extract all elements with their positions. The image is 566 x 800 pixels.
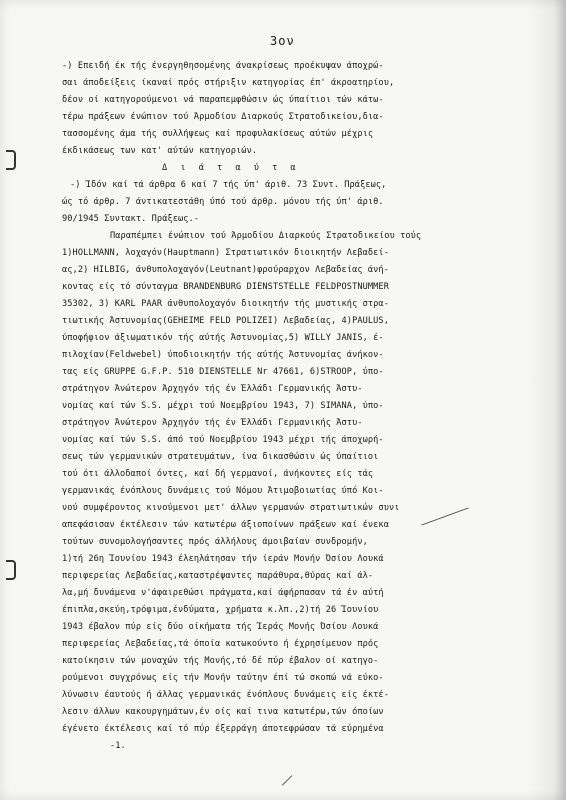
text-line: σεως τών γερμανικών στρατευμάτων, ίνα δικασθώσιν ώς ύπαίτιοι	[62, 452, 379, 462]
text-line: -) Ίδόν καί τά άρθρα 6 καί 7 τής ύπ' άριθ. 73 Συντ. Πράξεως,	[70, 180, 387, 190]
text-line: νομίας καί τών S.S. μέχρι τού Νοεμβρίου 1943, 7) SIMANA, ύπο-	[62, 401, 384, 411]
text-line: ύποφήφιον άξιωματικόν τής αύτής Άστυνομίας,5) WILLY JANIS, έ-	[62, 333, 384, 343]
text-line: πιλοχίαν(Feldwebel) ύποδιοικητήν τής αύτής Άστυνομίας άνήκον-	[62, 350, 384, 360]
staple-mark	[6, 150, 16, 170]
text-line: στράτηγον Άνώτερον Άρχηγόν τής έν Έλλάδι Γερμανικής Άστυ-	[62, 384, 363, 394]
text-line: 35302, 3) KARL PAAR άνθυπολοχαγόν διοικητήν τής μυστικής στρα-	[62, 299, 389, 309]
text-line: περιφερείας Λεβαδείας,τά όποία κατωκούντο ή έχρησίμευον πρός	[62, 639, 379, 649]
text-line: ας,2) HILBIG, άνθυπολοχαγόν(Leutnant)φρούραρχον Λεβαδείας άνή-	[62, 265, 389, 275]
text-line: τού ότι άλλοδαποί όντες, καί δή γερμανοί, άνήκοντες είς τάς	[62, 469, 374, 479]
text-line: τασσομένης άμα τής συλλήψεως καί προφυλακίσεως αύτών μέχρις	[62, 129, 374, 139]
text-line: δέον οί κατηγορούμενοι νά παραπεμφθώσιν ώς ύπαίτιοι τών κάτω-	[62, 95, 384, 105]
staple-mark	[6, 560, 16, 580]
handwritten-mark	[282, 775, 293, 786]
page-number: 3ον	[270, 34, 295, 48]
text-line: νού συμφέροντος κινούμενοι μετ' άλλων γερμανών στρατιωτικών συνι	[62, 503, 400, 513]
text-line: απεφάσισαν έκτέλεσιν τών κατωτέρω άξιοποίνων πράξεων καί ένεκα	[62, 520, 389, 530]
text-line: τούτων συνομολογήσαντες πρός άλλήλους άμοιβαίαν συνδρομήν,	[62, 537, 368, 547]
text-line: -) Επειδή έκ τής ένεργηθησομένης άνακρίσεως προέκυψαν άποχρώ-	[62, 61, 384, 71]
text-line: περιφερείας Λεβαδείας,καταστρέψαντες παράθυρα,θύρας καί άλ-	[62, 571, 374, 581]
text-line: Παραπέμπει ένώπιον τού Άρμοδίου Διαρκούς Στρατοδικείου τούς	[110, 231, 422, 241]
text-line: νομίας καί τών S.S. άπό τού Νοεμβρίου 1943 μέχρι τής άποχωρή-	[62, 435, 384, 445]
text-line: ρούμενοι συγχρόνως είς τήν Μονήν ταύτην έπί τώ σκοπώ νά εύκο-	[62, 673, 384, 683]
text-line: κοντας είς τό σύνταγμα BRANDENBURG DIENSTSTELLE FELDPOSTNUMMER	[62, 282, 389, 292]
text-line: τέρω πράξεων ένώπιον τού Άρμοδίου Διαρκούς Στρατοδικείου,δια-	[62, 112, 384, 122]
text-line: 1)HOLLMANN, λοχαγόν(Hauptmann) Στρατιωτικόν διοικητήν Λεβαδεί-	[62, 248, 389, 258]
text-line: 1)τή 26η Ίουνίου 1943 έλεηλάτησαν τήν ίεράν Μονήν Όσίου Λουκά	[62, 554, 384, 564]
text-line: σαι άποδείξεις ίκαναί πρός στήριξιν κατηγορίας έπ' άκροατηρίου,	[62, 78, 395, 88]
text-line: τας είς GRUPPE G.F.P. 510 DIENSTELLE Nr 47661, 6)STROOP, ύπο-	[62, 367, 384, 377]
text-line: έπιπλα,σκεύη,τρόφιμα,ένδύματα, χρήματα κ.λπ.,2)τή 26 Ίουνίου	[62, 605, 379, 615]
text-line: έκδικάσεως των κατ' αύτών κατηγοριών.	[62, 146, 258, 156]
text-line: τιωτικής Άστυνομίας(GEHEIME FELD POLIZEI) Λεβαδείας, 4)PAULUS,	[62, 316, 389, 326]
text-line: λεσιν άλλων κακουργημάτων,έν οίς καί τινα κατωτέρω,τών όποίων	[62, 707, 384, 717]
text-line: γερμανικάς ένόπλους δυνάμεις τού Νόμου Άτιμοβοιωτίας ύπό Κοι-	[62, 486, 384, 496]
text-line: κατοίκησιν τών μοναχών τής Μονής,τό δέ πύρ έβαλον οί κατηγο-	[62, 656, 379, 666]
text-line: έγένετο έκτέλεσις καί τό πύρ έξερράγη άποτεφρώσαν τά εύρημένα	[62, 724, 384, 734]
text-line: στράτηγον Άνώτερον Άρχηγόν τής έν Έλλάδι Γερμανικής Άστυ-	[62, 418, 363, 428]
document-body	[62, 58, 542, 755]
text-line: Δ ι ά τ α ύ τ α	[162, 163, 300, 173]
text-line: λα,μή δυνάμενα ν'άφαιρεθώσι πράγματα,καί άφήρπασαν τά έν αύτή	[62, 588, 384, 598]
text-line: 90/1945 Συντακτ. Πράξεως.-	[62, 214, 200, 224]
text-line: -1.	[110, 741, 126, 751]
text-line: 1943 έβαλον πύρ είς δύο οίκήματα τής Ίεράς Μονής Όσίου Λουκά	[62, 622, 379, 632]
text-line: ώς τό άρθρ. 7 άντικατεστάθη ύπό τού άρθρ. μόνου τής ύπ' άριθ.	[62, 197, 384, 207]
text-line: λύνωσιν έαυτούς ή άλλας γερμανικάς ένόπλους δυνάμεις είς έκτέ-	[62, 690, 389, 700]
